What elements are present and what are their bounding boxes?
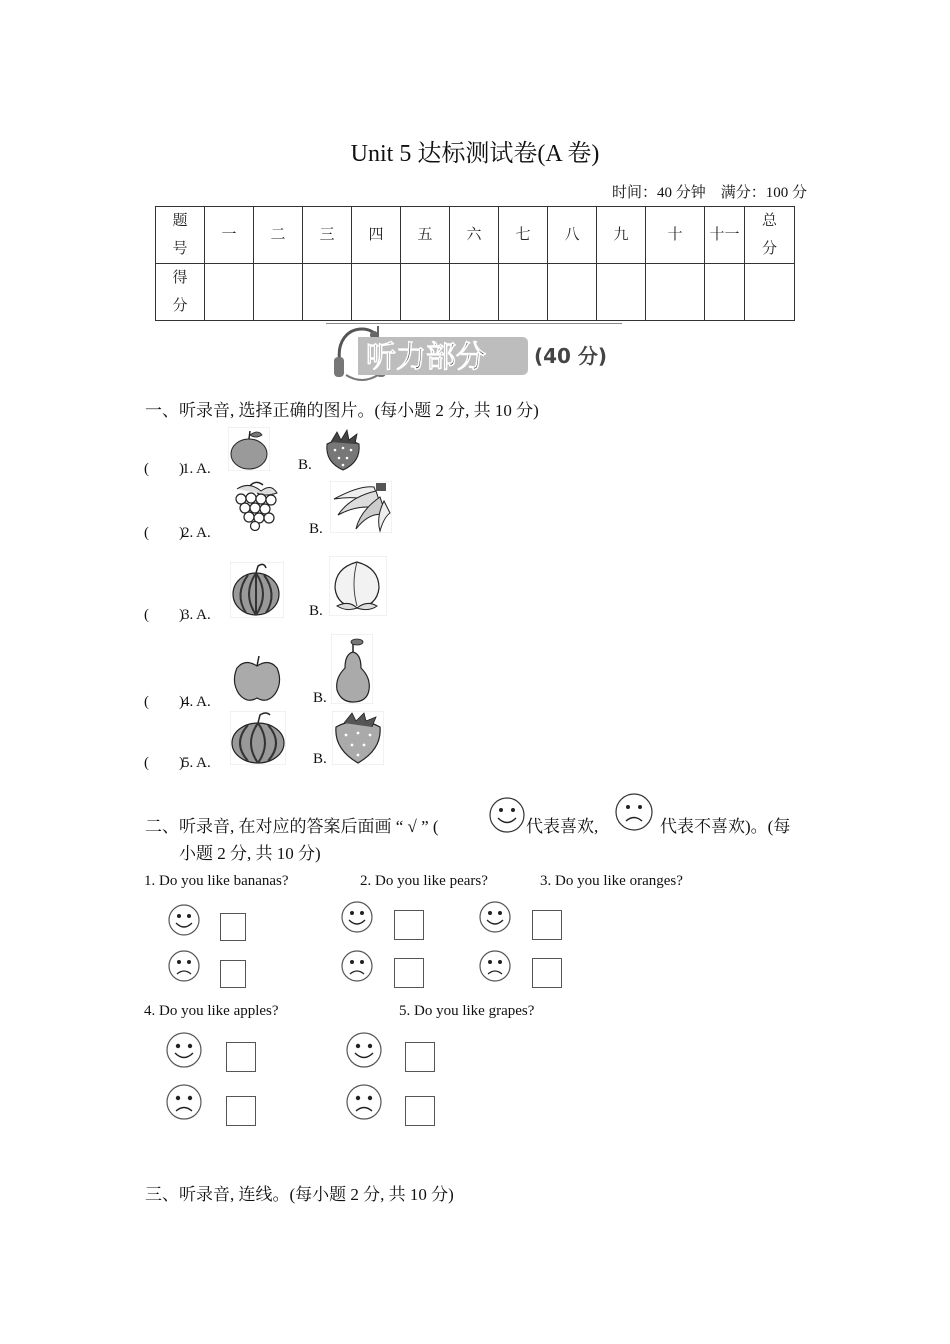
score-cell[interactable] [646,264,705,321]
column-8: 八 [548,207,597,264]
score-cell[interactable] [548,264,597,321]
answer-paren[interactable]: ( ) [144,461,184,477]
option-b-label: B. [298,457,312,473]
section1-heading: 一、听录音, 选择正确的图片。(每小题 2 分, 共 10 分) [145,401,539,420]
smile-icon [345,1031,383,1069]
smile-icon [340,900,374,934]
score-label: 得 分 [156,264,205,321]
pear-icon[interactable] [331,634,373,704]
score-cell[interactable] [705,264,745,321]
score-cell[interactable] [303,264,352,321]
listening-banner [326,323,622,385]
option-b-label: B. [313,751,327,767]
section2-heading-part1: 二、听录音, 在对应的答案后面画 “ √ ” ( [145,817,439,836]
score-cell[interactable] [745,264,795,321]
column-7: 七 [499,207,548,264]
score-cell[interactable] [499,264,548,321]
smile-icon [167,903,201,937]
s2-question-5: 5. Do you like grapes? [399,1003,535,1019]
dislike-answer-box[interactable] [405,1096,435,1126]
peach-icon[interactable] [329,556,387,616]
column-1: 一 [205,207,254,264]
s2-question-2: 2. Do you like pears? [360,873,488,889]
section2-heading-part2: 代表喜欢, [526,817,599,836]
frown-icon [165,1083,203,1121]
score-cell[interactable] [352,264,401,321]
option-b-label: B. [309,521,323,537]
total-label: 总 分 [745,207,795,264]
column-4: 四 [352,207,401,264]
watermelon-icon[interactable] [230,562,284,618]
banner-score: (40 分) [534,344,608,368]
question-1: ( )1. A. [144,457,211,478]
smile-icon [165,1031,203,1069]
banner-title: 听力部分 [366,340,486,375]
answer-paren[interactable]: ( ) [144,607,184,623]
answer-paren[interactable]: ( ) [144,525,184,541]
column-3: 三 [303,207,352,264]
answer-paren[interactable]: ( ) [144,755,184,771]
score-table-score-row [156,264,795,321]
frown-icon [614,792,654,832]
like-answer-box[interactable] [226,1042,256,1072]
column-11: 十一 [705,207,745,264]
like-answer-box[interactable] [394,910,424,940]
question-3: ( )3. A. [144,603,211,624]
dislike-answer-box[interactable] [532,958,562,988]
score-table-header-row [156,207,795,264]
s2-question-1: 1. Do you like bananas? [144,873,289,889]
dislike-answer-box[interactable] [226,1096,256,1126]
score-cell[interactable] [450,264,499,321]
column-10: 十 [646,207,705,264]
dislike-answer-box[interactable] [394,958,424,988]
like-answer-box[interactable] [220,913,246,941]
question-2: ( )2. A. [144,521,211,542]
column-9: 九 [597,207,646,264]
apple-icon[interactable] [231,652,283,704]
smile-icon [478,900,512,934]
score-cell[interactable] [205,264,254,321]
section2-heading-part3: 代表不喜欢)。(每 [660,817,791,836]
question-5: ( )5. A. [144,751,211,772]
question-number-label: 题 号 [156,207,205,264]
score-table [155,206,795,321]
page-title: Unit 5 达标测试卷(A 卷) [350,141,600,167]
strawberry-icon[interactable] [321,428,365,472]
score-cell[interactable] [597,264,646,321]
exam-info: 时间：40 分钟 满分：100 分 [611,185,807,201]
strawberry-icon[interactable] [332,711,384,765]
answer-paren[interactable]: ( ) [144,694,184,710]
grapes-icon[interactable] [231,479,281,531]
s2-question-4: 4. Do you like apples? [144,1003,279,1019]
score-cell[interactable] [254,264,303,321]
column-6: 六 [450,207,499,264]
option-b-label: B. [313,690,327,706]
section3-heading: 三、听录音, 连线。(每小题 2 分, 共 10 分) [145,1185,454,1204]
s2-question-3: 3. Do you like oranges? [540,873,683,889]
frown-icon [478,949,512,983]
bananas-icon[interactable] [330,481,392,533]
apple-icon[interactable] [228,427,270,471]
like-answer-box[interactable] [532,910,562,940]
column-2: 二 [254,207,303,264]
dislike-answer-box[interactable] [220,960,246,988]
like-answer-box[interactable] [405,1042,435,1072]
option-b-label: B. [309,603,323,619]
frown-icon [345,1083,383,1121]
frown-icon [167,949,201,983]
question-4: ( )4. A. [144,690,211,711]
smile-icon [488,796,526,834]
frown-icon [340,949,374,983]
section2-heading-line2: 小题 2 分, 共 10 分) [179,844,321,863]
column-5: 五 [401,207,450,264]
score-cell[interactable] [401,264,450,321]
watermelon-icon[interactable] [230,711,286,765]
